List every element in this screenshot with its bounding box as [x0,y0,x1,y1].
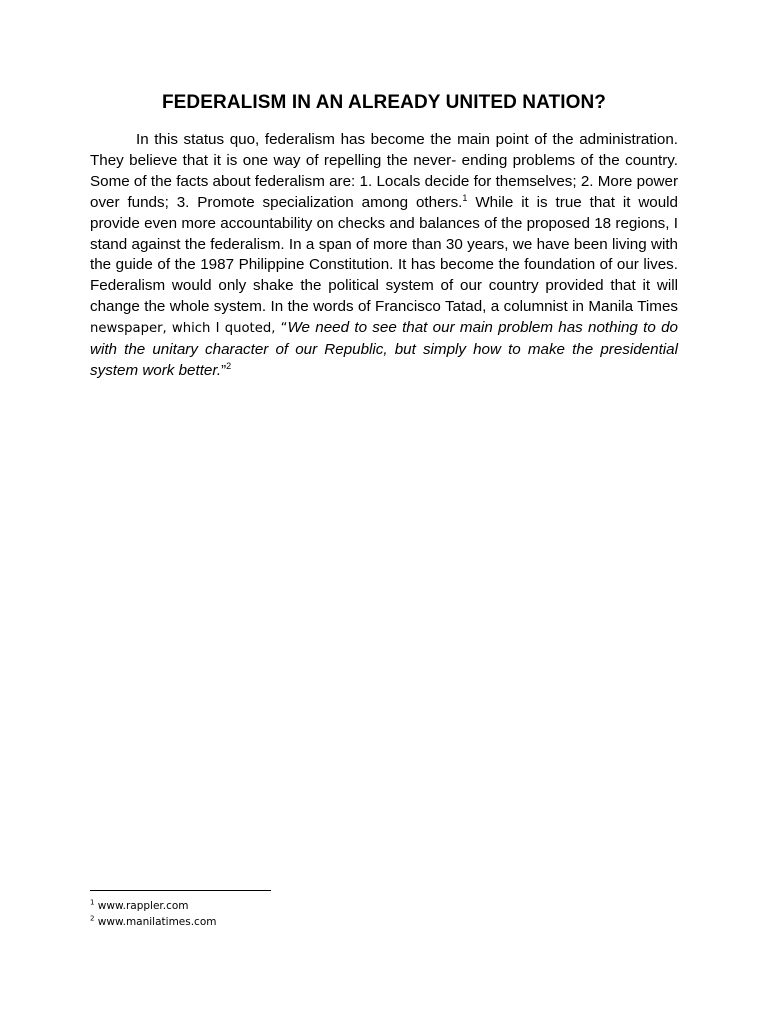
footnote-1 [90,899,217,915]
footnote-2 [90,915,217,931]
footnote-separator [90,890,271,891]
quote-lead-in: newspaper, which I quoted, “ [90,321,288,337]
quotation: We need to see that our main problem has nothing to do with the unitary character of our Republic, but simply how to make the presidential system work better. [90,319,678,379]
document-title: FEDERALISM IN AN ALREADY UNITED NATION? [161,92,607,113]
footnote-ref-1: 1 [462,192,468,203]
paragraph-text-part2: While it is true that it would provide even more accountability on checks and balances of the proposed 18 regions, I stand against the federalism. In a span of more than 30 years, we have been living with the guide of the 1987 Philippine Constitution. It has become the foundation of our lives. Federalism would only shake the political system of our country provided that it will change the whole system. In the words of Francisco Tatad, a columnist in Manila Times [90,193,679,316]
footnotes [90,899,217,930]
footnote-ref-2: 2 [226,360,232,371]
footnote-number: 2 [90,914,95,922]
body-paragraph [90,130,678,382]
quote-close: ” [221,361,227,379]
footnote-link-text: www.rappler.com [94,900,189,912]
footnote-number: 1 [90,898,95,907]
paragraph-text-part1: In this status quo, federalism has become the main point of the administration. They believe that it is one way of repelling the never- ending problems of the country. Some of the facts about federalism are: 1. Locals decide for themselves; 2. More power over funds; 3. Promote specialization among others. [90,131,678,211]
footnote-link-text: www.manilatimes.com [94,915,217,928]
